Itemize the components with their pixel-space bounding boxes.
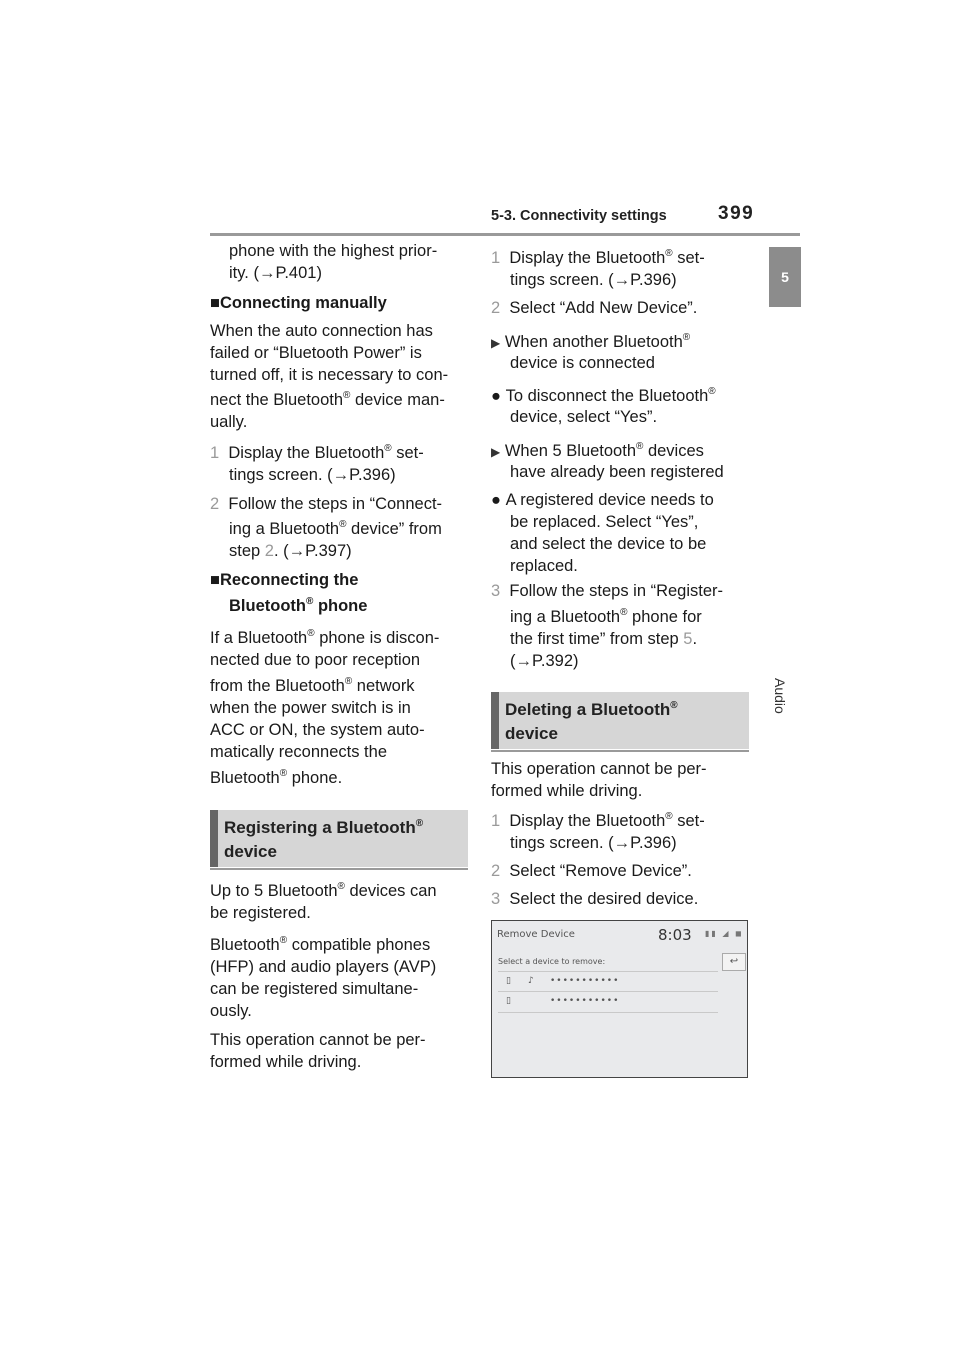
text-line: If a Bluetooth® phone is discon- [210,628,440,647]
text-line: step 2. (→P.397) [229,542,352,560]
section-heading-registering: Registering a Bluetooth® device [210,810,468,867]
text-line: have already been registered [510,463,724,481]
text-line: tings screen. (→P.396) [510,271,677,289]
step-number: 1 [210,444,220,462]
text-line: tings screen. (→P.396) [510,834,677,852]
text-line: ously. [210,1002,252,1020]
step-number: 3 [491,890,501,908]
device-row[interactable] [498,991,718,1013]
dot-bullet-icon: ● [491,387,501,405]
step-number: 2 [491,862,501,880]
text-line: This operation cannot be per- [491,760,707,778]
page-reference-link[interactable]: P.396) [349,466,396,484]
page-number: 399 [718,203,755,224]
step-number: 1 [491,812,501,830]
text-line: when the power switch is in [210,699,411,717]
text-line: from the Bluetooth® network [210,676,415,695]
dot-bullet-icon: ● [491,491,501,509]
page-reference-link[interactable]: P.396) [630,834,677,852]
step-number: 1 [491,249,501,267]
remove-device-screenshot [491,920,748,1078]
section-heading-deleting: Deleting a Bluetooth® device [491,692,749,749]
music-note-icon: ♪ [528,976,534,986]
text-line: device, select “Yes”. [510,408,658,426]
step-1: 1 Display the Bluetooth® set- [491,811,705,830]
subheading-reconnecting-line2: Bluetooth® phone [229,596,368,615]
phone-icon: ▯ [506,976,511,986]
text-line: and select the device to be [510,535,707,553]
text-line: phone with the highest prior- [229,242,438,260]
screen-title: Remove Device [497,929,575,940]
text-line: nected due to poor reception [210,651,421,669]
status-icons: ▮▮ ◢ ◼ [705,929,744,938]
phone-icon: ▯ [506,996,511,1006]
step-1: 1 Display the Bluetooth® set- [491,248,705,267]
step-3: 3 Follow the steps in “Register- [491,582,724,600]
subheading-reconnecting: ■Reconnecting the [210,571,359,589]
text-line: failed or “Bluetooth Power” is [210,344,422,362]
step-1: 1 Display the Bluetooth® set- [210,443,424,462]
bullet-disconnect: ● To disconnect the Bluetooth® [491,386,716,405]
back-icon: ↩ [729,956,739,967]
square-bullet-icon: ■ [210,294,220,312]
page-reference-link[interactable]: P.401) [275,264,322,282]
subheading-connecting-manually: ■Connecting manually [210,294,387,312]
text-line: ing a Bluetooth® phone for [510,607,702,626]
arrow-icon: → [288,542,306,560]
bullet-replace: ● A registered device needs to [491,491,714,509]
step-3: 3 Select the desired device. [491,890,699,908]
text-line: ity. (→P.401) [229,264,322,282]
text-line: ing a Bluetooth® device” from [229,519,442,538]
text-line: When the auto connection has [210,322,433,340]
screen-prompt: Select a device to remove: [498,957,606,966]
text-line: ually. [210,413,248,431]
text-line: Up to 5 Bluetooth® devices can [210,881,437,900]
step-number: 2 [210,495,220,513]
text-line: be replaced. Select “Yes”, [510,513,699,531]
triangle-bullet-icon: ▶ [491,336,501,350]
text-line: be registered. [210,904,311,922]
arrow-icon: → [515,652,532,670]
back-button[interactable] [722,953,746,971]
text-line: device is connected [510,354,655,372]
text-line: Bluetooth® phone. [210,768,343,787]
text-line: Bluetooth® compatible phones [210,935,431,954]
chapter-tab [769,247,801,307]
step-2: 2 Follow the steps in “Connect- [210,495,443,513]
device-name: ••••••••••• [550,976,620,986]
arrow-icon: → [613,834,631,852]
page-reference-link[interactable]: P.396) [630,271,677,289]
device-row[interactable] [498,971,718,992]
condition-another-device: ▶ When another Bluetooth® [491,332,691,351]
text-line: tings screen. (→P.396) [229,466,396,484]
step-number: 2 [491,299,501,317]
step-2: 2 Select “Add New Device”. [491,299,698,317]
text-line: formed while driving. [491,782,643,800]
chapter-label: Audio [772,678,788,714]
text-line: ACC or ON, the system auto- [210,721,425,739]
screen-clock: 8:03 [658,926,692,944]
triangle-bullet-icon: ▶ [491,445,501,459]
text-line: nect the Bluetooth® device man- [210,390,445,409]
square-bullet-icon: ■ [210,571,220,589]
step-2: 2 Select “Remove Device”. [491,862,692,880]
text-line: turned off, it is necessary to con- [210,366,449,384]
text-line: formed while driving. [210,1053,362,1071]
page-reference-link[interactable]: P.392) [532,652,579,670]
page-reference-link[interactable]: P.397) [305,542,352,560]
section-title: 5-3. Connectivity settings [491,208,667,224]
text-line: matically reconnects the [210,743,387,761]
chapter-number: 5 [781,269,789,285]
arrow-icon: → [613,271,631,289]
arrow-icon: → [258,264,276,282]
text-line: (HFP) and audio players (AVP) [210,958,437,976]
step-number: 3 [491,582,501,600]
text-line: can be registered simultane- [210,980,419,998]
header-rule [210,233,800,236]
arrow-icon: → [332,466,350,484]
text-line: (→P.392) [510,652,579,670]
device-name: ••••••••••• [550,996,620,1006]
text-line: replaced. [510,557,578,575]
text-line: the first time” from step 5. [510,630,698,648]
condition-five-devices: ▶ When 5 Bluetooth® devices [491,441,704,460]
text-line: This operation cannot be per- [210,1031,426,1049]
